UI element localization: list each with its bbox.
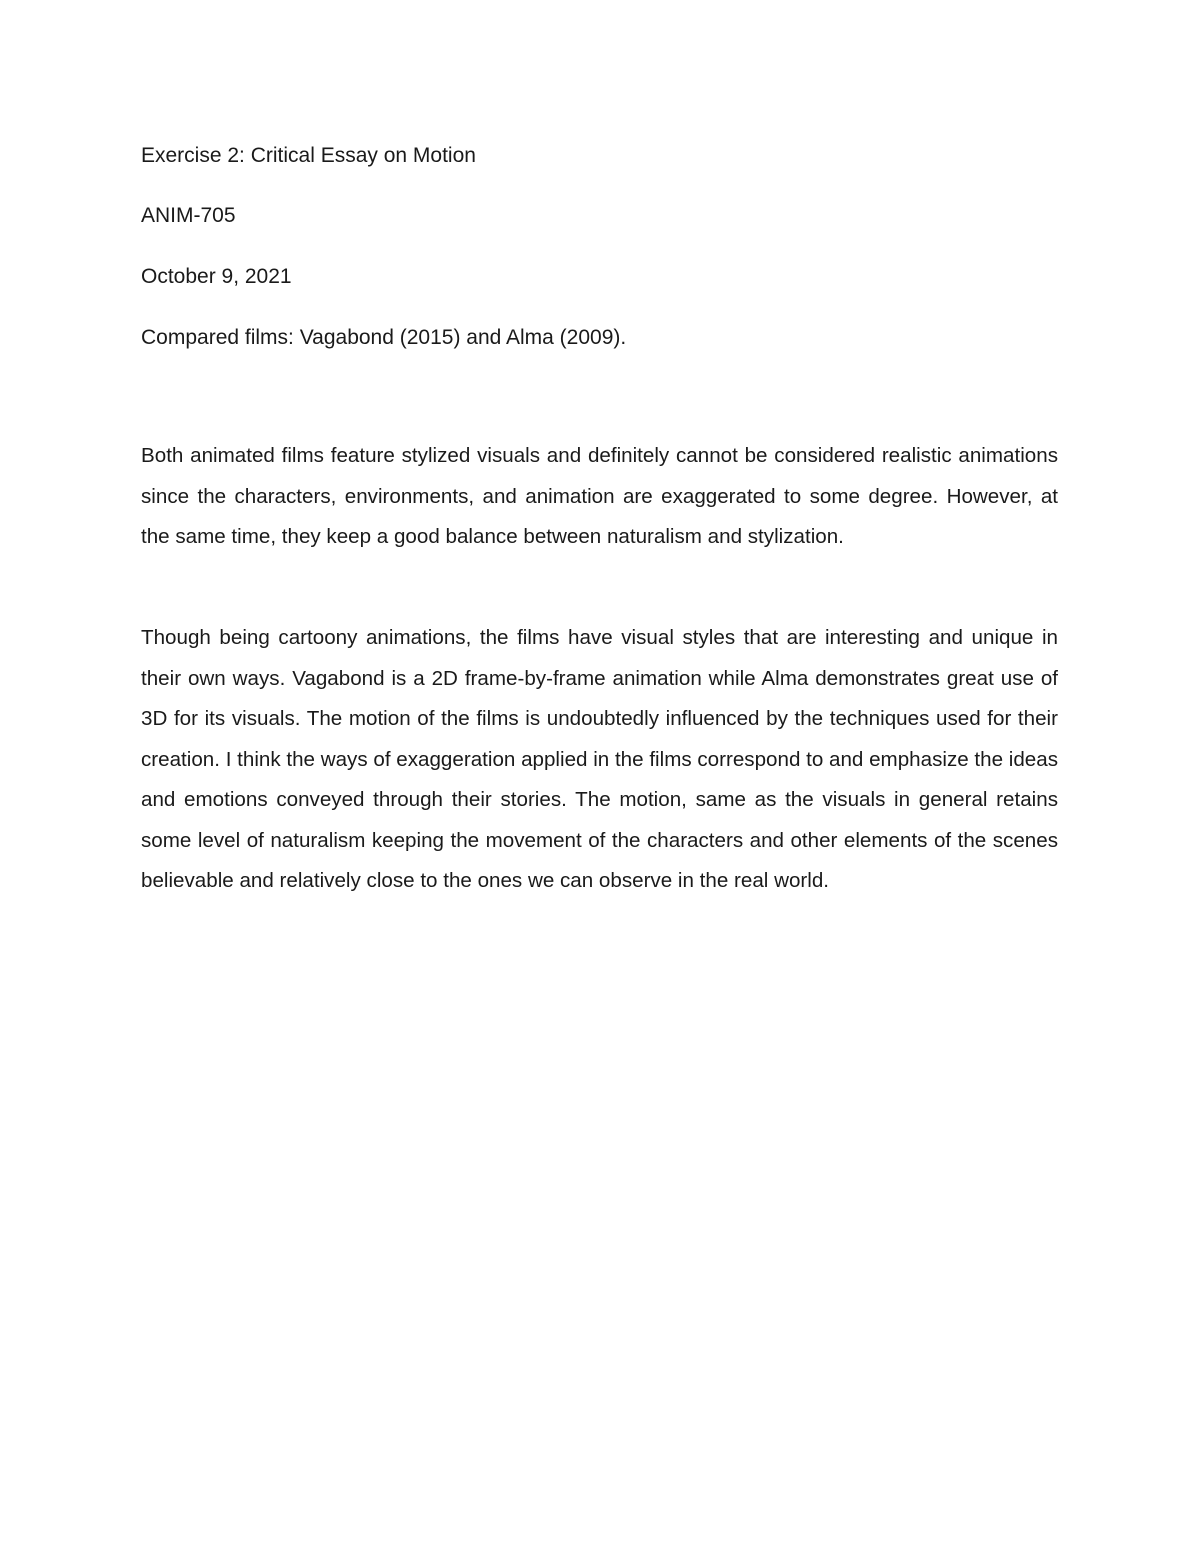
body-paragraph-2: Though being cartoony animations, the films have visual styles that are interesting and unique in their own ways. Vagabond is a 2D frame-by-frame animation while Alma demonstrates great use of 3D for its visuals. The motion of the films is undoubtedly influenced by the techniques used for their creation. I think the ways of exaggeration applied in the films correspond to and emphasize the ideas and emotions conveyed through their stories. The motion, same as the visuals in general retains some level of naturalism keeping the movement of the characters and other elements of the scenes believable and relatively close to the ones we can observe in the real world. [141, 626, 1058, 892]
course-code: ANIM-705 [141, 204, 236, 227]
body-paragraph-1: Both animated films feature stylized visuals and definitely cannot be considered realistic animations since the characters, environments, and animation are exaggerated to some degree. However, at the same time, they keep a good balance between naturalism and stylization. [141, 444, 1058, 548]
essay-title: Exercise 2: Critical Essay on Motion [141, 144, 476, 167]
essay-date: October 9, 2021 [141, 265, 292, 288]
compared-films-line: Compared films: Vagabond (2015) and Alma (2009). [141, 326, 627, 349]
